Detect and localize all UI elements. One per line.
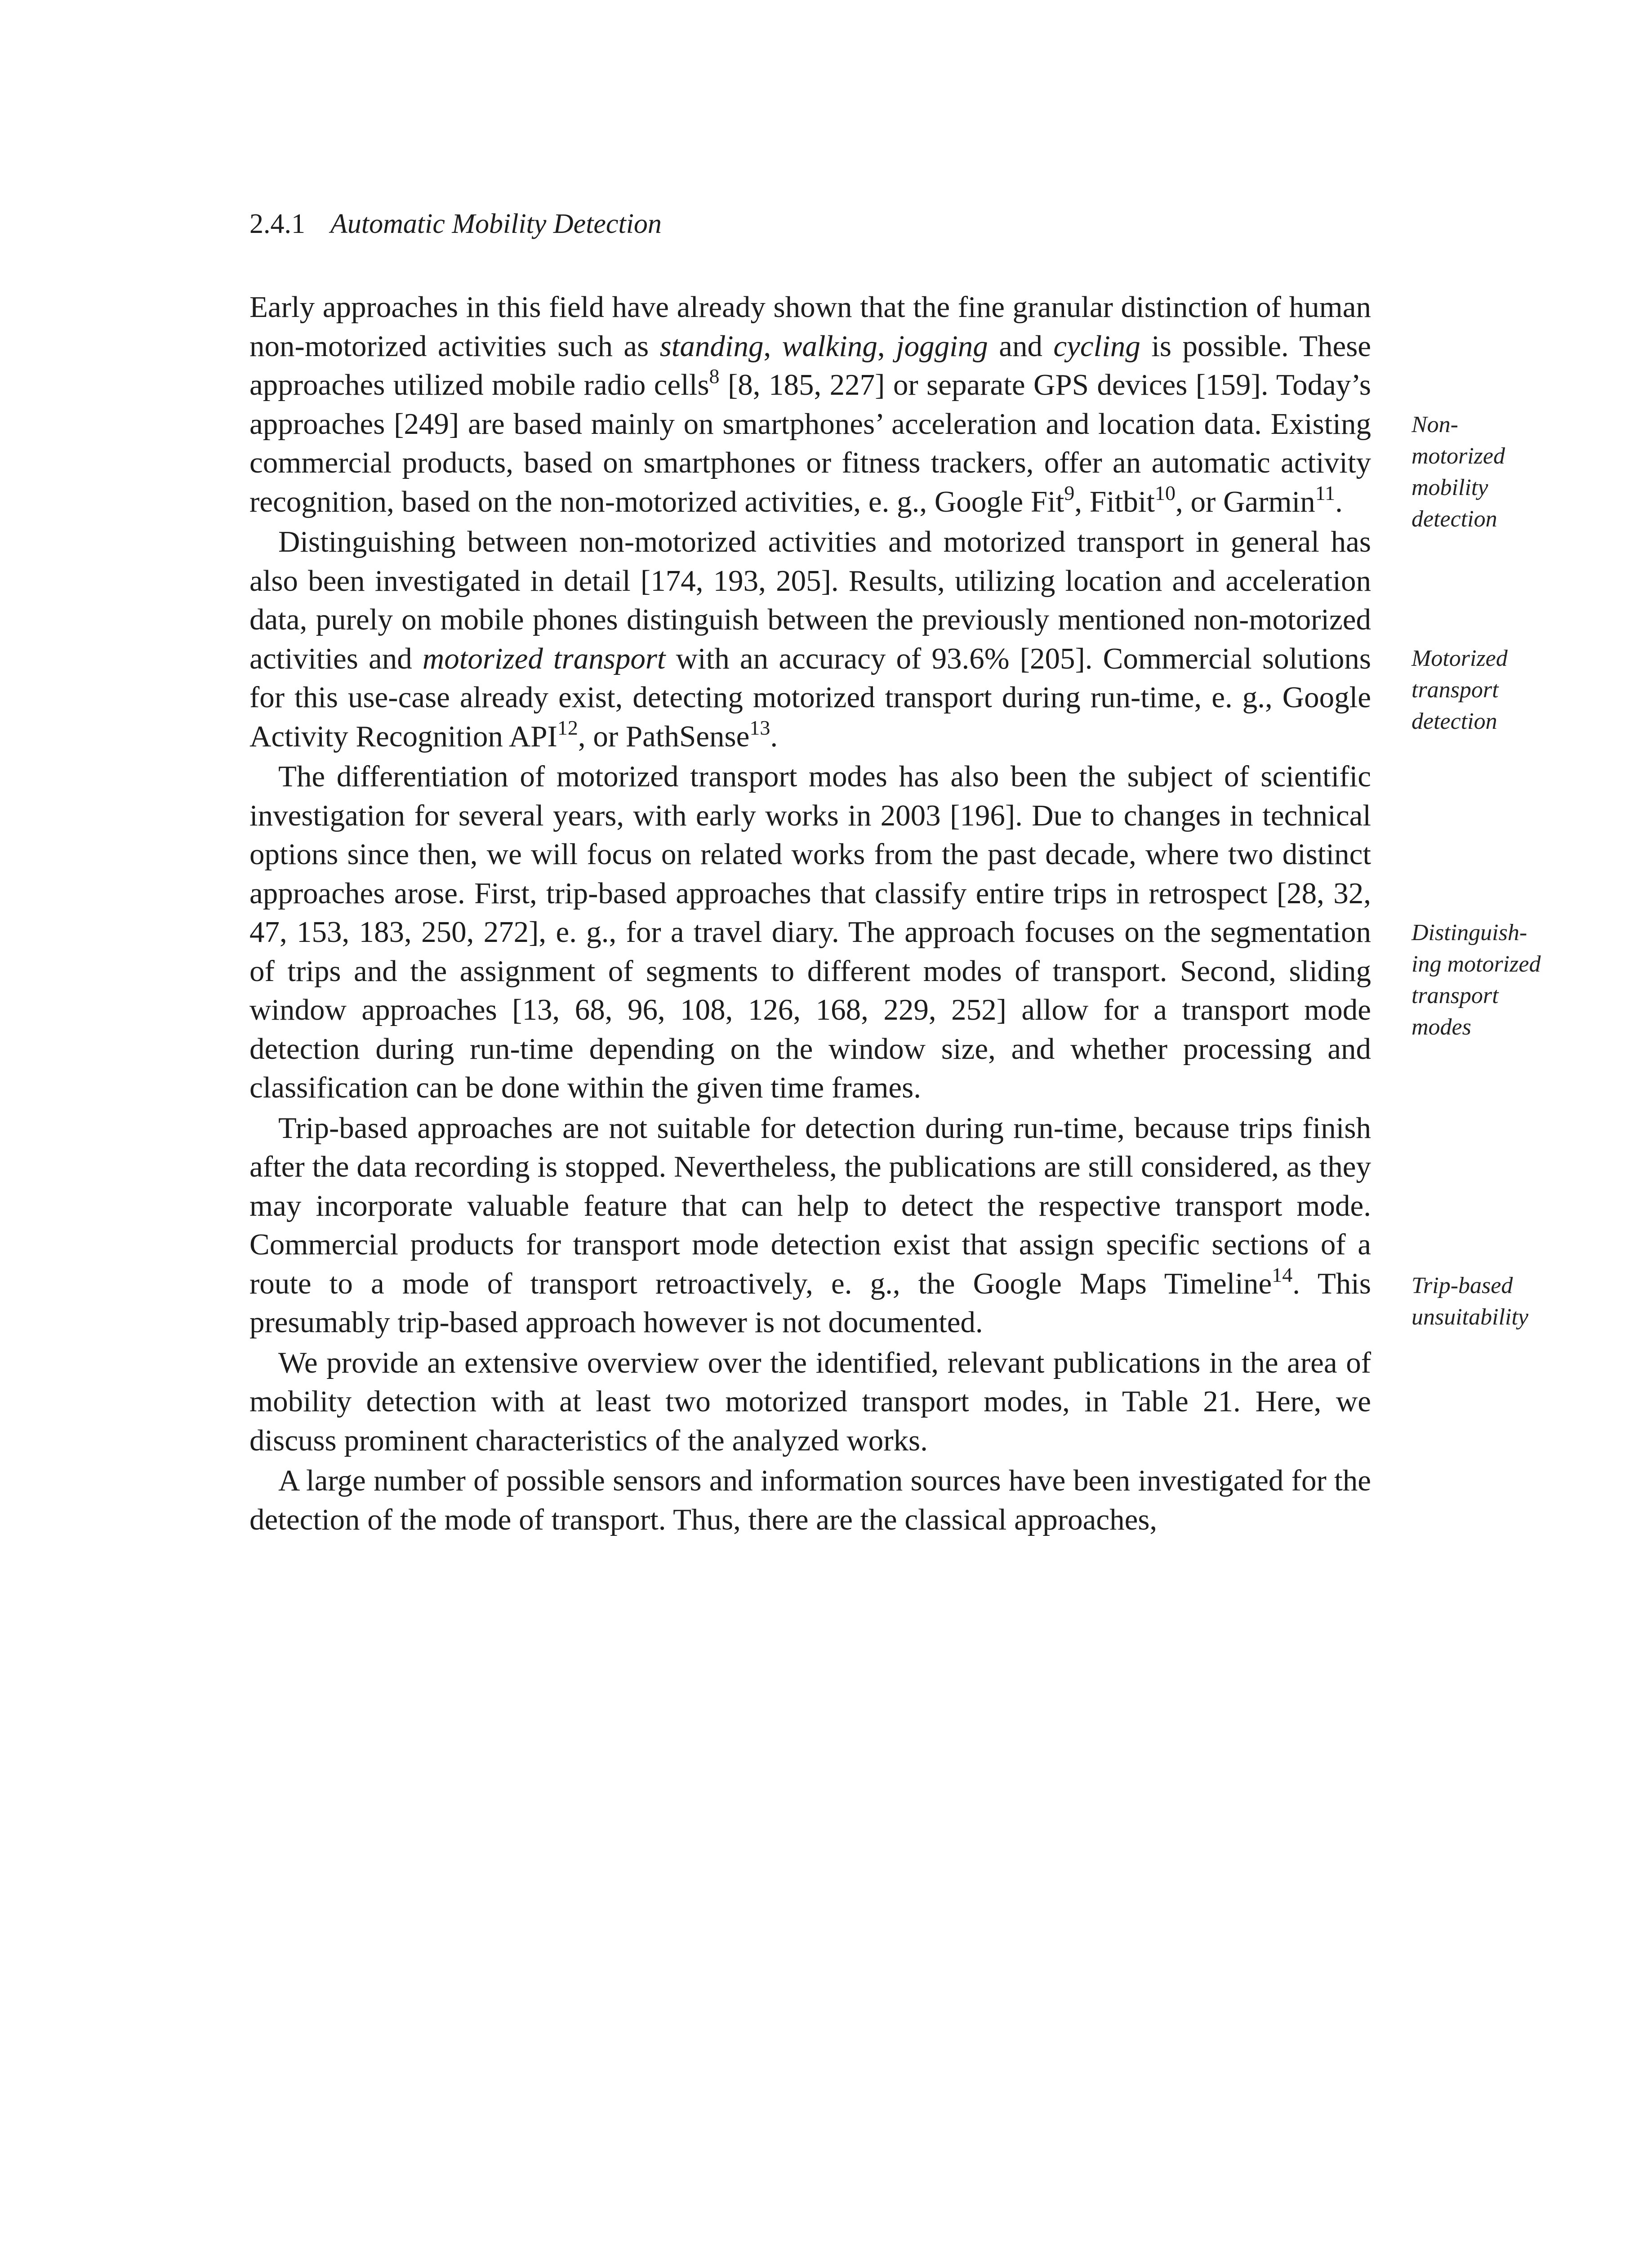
- margin-note-non-motorized: [1412, 409, 1573, 535]
- footnote-marker: 9: [1064, 481, 1075, 504]
- paragraph: [249, 1343, 1371, 1460]
- emphasis-text: jogging: [896, 329, 988, 363]
- text-run: with an accuracy of 93.6% [205]. Commercial solutions for this use-case already exist, detecting motorized transport during run-time, e. g., Google Activity Recognition API: [249, 642, 1371, 753]
- text-run: A large number of possible sensors and information sources have been investigated for the detection of the mode of transport. Thus, there are the classical approaches,: [249, 1464, 1371, 1536]
- body-text: [249, 288, 1371, 1539]
- margin-note-line: modes: [1412, 1014, 1471, 1040]
- footnote-marker: 11: [1315, 481, 1336, 504]
- footnote-marker: 14: [1272, 1263, 1293, 1286]
- text-run: .: [770, 719, 778, 753]
- margin-note-line: detection: [1412, 709, 1497, 734]
- text-run: Early approaches in this field have already shown that the fine granular distinction of human non-motorized activities such as: [249, 290, 1371, 363]
- text-run: and: [988, 329, 1054, 363]
- paragraph: [249, 522, 1371, 756]
- margin-note-line: Trip-based: [1412, 1273, 1513, 1298]
- paragraph: [249, 1109, 1371, 1342]
- margin-note-line: unsuitability: [1412, 1304, 1528, 1330]
- paragraph: [249, 757, 1371, 1107]
- footnote-marker: 13: [749, 716, 770, 739]
- emphasis-text: walking: [782, 329, 877, 363]
- margin-note-line: transport: [1412, 983, 1499, 1008]
- emphasis-text: standing: [659, 329, 764, 363]
- text-run: . This presumably trip-based approach however is not documented.: [249, 1267, 1371, 1339]
- text-run: ,: [763, 329, 782, 363]
- text-run: Trip-based approaches are not suitable for detection during run-time, because trips finish after the data recording is stopped. Nevertheless, the publications are still considered, as they may incorporate valuable feature that can help to detect the respective transport mode. Commercial products for transport mode detection exist that assign specific sections of a route to a mode of transport retroactively, e. g., the Google Maps Timeline: [249, 1111, 1371, 1300]
- text-run: is possible. These approaches utilized mobile radio cells: [249, 329, 1371, 401]
- margin-note-line: Motorized: [1412, 646, 1508, 671]
- text-run: .: [1335, 485, 1343, 518]
- margin-note-line: Distinguish-: [1412, 920, 1527, 946]
- section-heading: [249, 208, 662, 240]
- text-run: We provide an extensive overview over the identified, relevant publications in the area of mobility detection with at least two motorized transport modes, in Table 21. Here, we discuss prominent characteristics of the analyzed works.: [249, 1346, 1371, 1457]
- emphasis-text: cycling: [1053, 329, 1140, 363]
- text-run: [8, 185, 227] or separate GPS devices [159]. Today’s approaches [249] are based mainly on smartphones’ acceleration and location data. Existing commercial products, based on smartphones or fitness trackers, offer an automatic activity recognition, based on the non-motorized activities, e. g., Google Fit: [249, 368, 1371, 518]
- margin-note-distinguishing: [1412, 917, 1573, 1043]
- text-run: , or Garmin: [1176, 485, 1315, 518]
- margin-note-line: mobility: [1412, 475, 1488, 500]
- paragraph: [249, 288, 1371, 521]
- footnote-marker: 10: [1155, 481, 1176, 504]
- text-run: , Fitbit: [1074, 485, 1155, 518]
- section-title: Automatic Mobility Detection: [330, 209, 662, 239]
- section-number: 2.4.1: [249, 209, 305, 239]
- margin-note-line: detection: [1412, 506, 1497, 532]
- margin-note-line: motorized: [1412, 443, 1505, 469]
- margin-note-line: transport: [1412, 677, 1499, 703]
- margin-note-trip-based: [1412, 1270, 1573, 1333]
- text-run: Distinguishing between non-motorized activities and motorized transport in general has also been investigated in detail [174, 193, 205]. Results, utilizing location and acceleration data, purely on mobile phones distinguish between the previously mentioned non-motorized activities and: [249, 525, 1371, 675]
- paragraph: [249, 1461, 1371, 1539]
- text-run: The differentiation of motorized transport modes has also been the subject of scientific investigation for several years, with early works in 2003 [196]. Due to changes in technical options since then, we will focus on related works from the past decade, where two distinct approaches arose. First, trip-based approaches that classify entire trips in retrospect [28, 32, 47, 153, 183, 250, 272], e. g., for a travel diary. The approach focuses on the segmentation of trips and the assignment of segments to different modes of transport. Second, sliding window approaches [13, 68, 96, 108, 126, 168, 229, 252] allow for a transport mode detection during run-time depending on the window size, and whether processing and classification can be done within the given time frames.: [249, 760, 1371, 1104]
- emphasis-text: motorized transport: [422, 642, 666, 675]
- footnote-marker: 12: [557, 716, 578, 739]
- margin-note-line: ing motorized: [1412, 951, 1541, 977]
- margin-note-line: Non-: [1412, 412, 1458, 437]
- text-run: ,: [877, 329, 896, 363]
- margin-note-motorized: [1412, 643, 1573, 737]
- footnote-marker: 8: [709, 365, 720, 388]
- text-run: , or PathSense: [578, 719, 750, 753]
